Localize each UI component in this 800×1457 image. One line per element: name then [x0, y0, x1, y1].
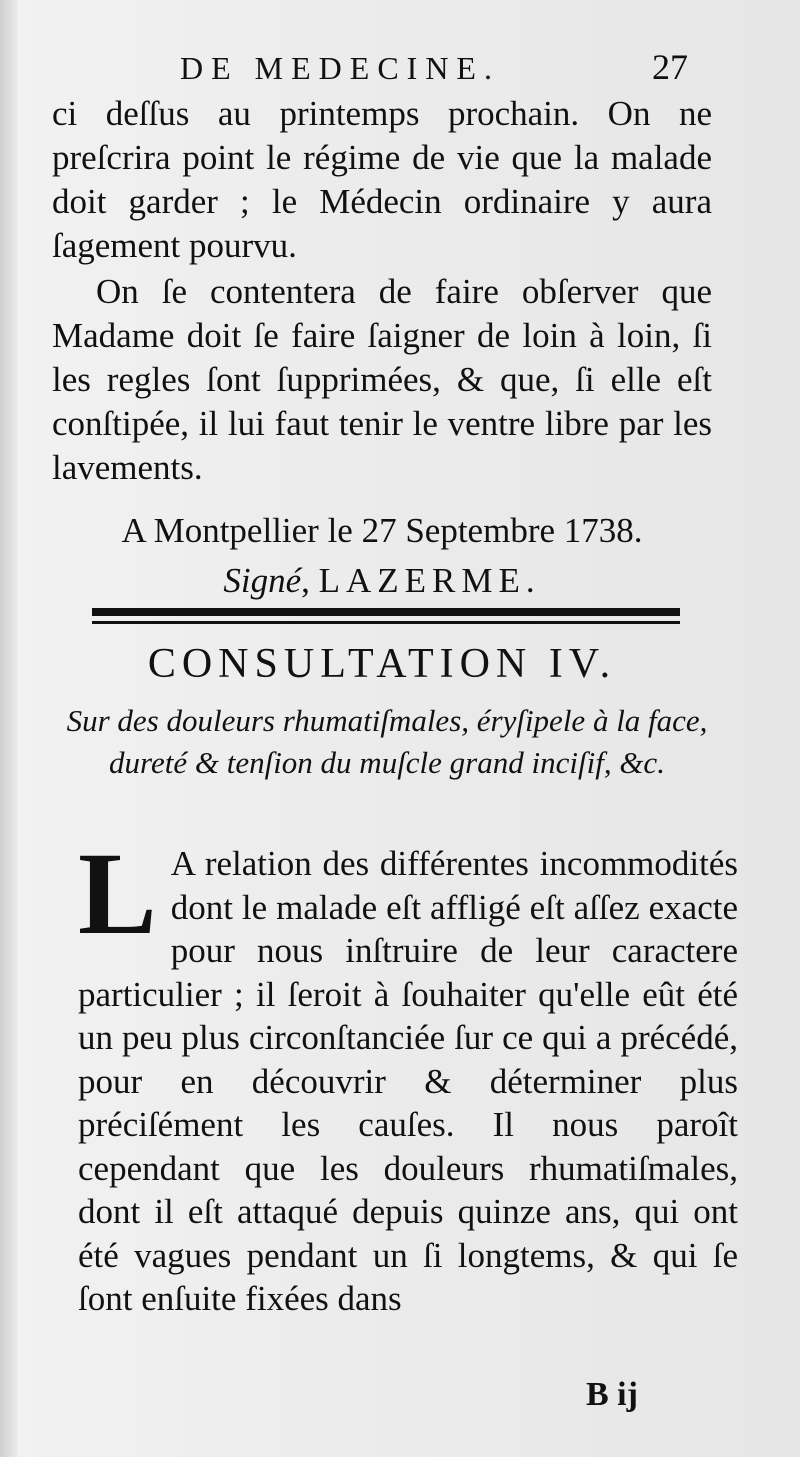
divider-thin-rule — [92, 621, 680, 624]
consultation-body — [78, 828, 738, 1321]
section-divider — [92, 608, 680, 624]
place-date: A Montpellier le 27 Septembre 1738. — [121, 511, 643, 550]
signed-label: Signé — [223, 561, 302, 600]
running-head: DE MEDECINE. — [180, 50, 500, 86]
paragraph-2-text: On ſe contentera de faire obſerver que Madame doit ſe faire ſaigner de loin à loin, ſi les regles ſont ſupprimées, & que, ſi elle eſt conſtipée, il lui faut tenir le ventre libre par les lavements. — [52, 272, 712, 487]
signed-line: Signé, LAZERME. — [223, 561, 541, 600]
consultation-subtitle: Sur des douleurs rhumatiſmales, éryſipele à la face, dureté & tenſion du muſcle grand inciſif, &c. — [66, 703, 708, 780]
paragraph-1-text: ci deſſus au printemps prochain. On ne preſcrira point le régime de vie que la malade doit garder ; le Médecin ordinaire y aura ſagement pourvu. — [52, 94, 712, 265]
signature-mark: B ij — [586, 1376, 638, 1413]
signature-block — [52, 506, 712, 606]
consultation-body-text: A relation des différentes incommodités dont le malade eſt affligé eſt aſſez exacte pour nous inſtruire de leur caractere particulier ; il ſeroit à ſouhaiter qu'elle eût été un peu plus circonſtanciée ſur ce qui a précédé, pour en découvrir & déterminer plus préciſément les cauſes. Il nous paroît cependant que les douleurs rhumatiſmales, dont il eſt attaqué depuis quinze ans, qui ont été vagues pendant un ſi longtems, & qui ſe ſont enſuite fixées dans — [78, 844, 738, 1318]
drop-cap: L — [78, 828, 157, 959]
page-number: 27 — [652, 47, 688, 87]
paragraph-continuation — [52, 92, 712, 268]
page-header — [0, 44, 800, 94]
divider-thick-rule — [92, 608, 680, 616]
consultation-title: CONSULTATION IV. — [147, 641, 617, 687]
page-gutter — [0, 0, 18, 1457]
paragraph-advice — [52, 270, 712, 490]
signer-name: LAZERME. — [318, 561, 541, 600]
